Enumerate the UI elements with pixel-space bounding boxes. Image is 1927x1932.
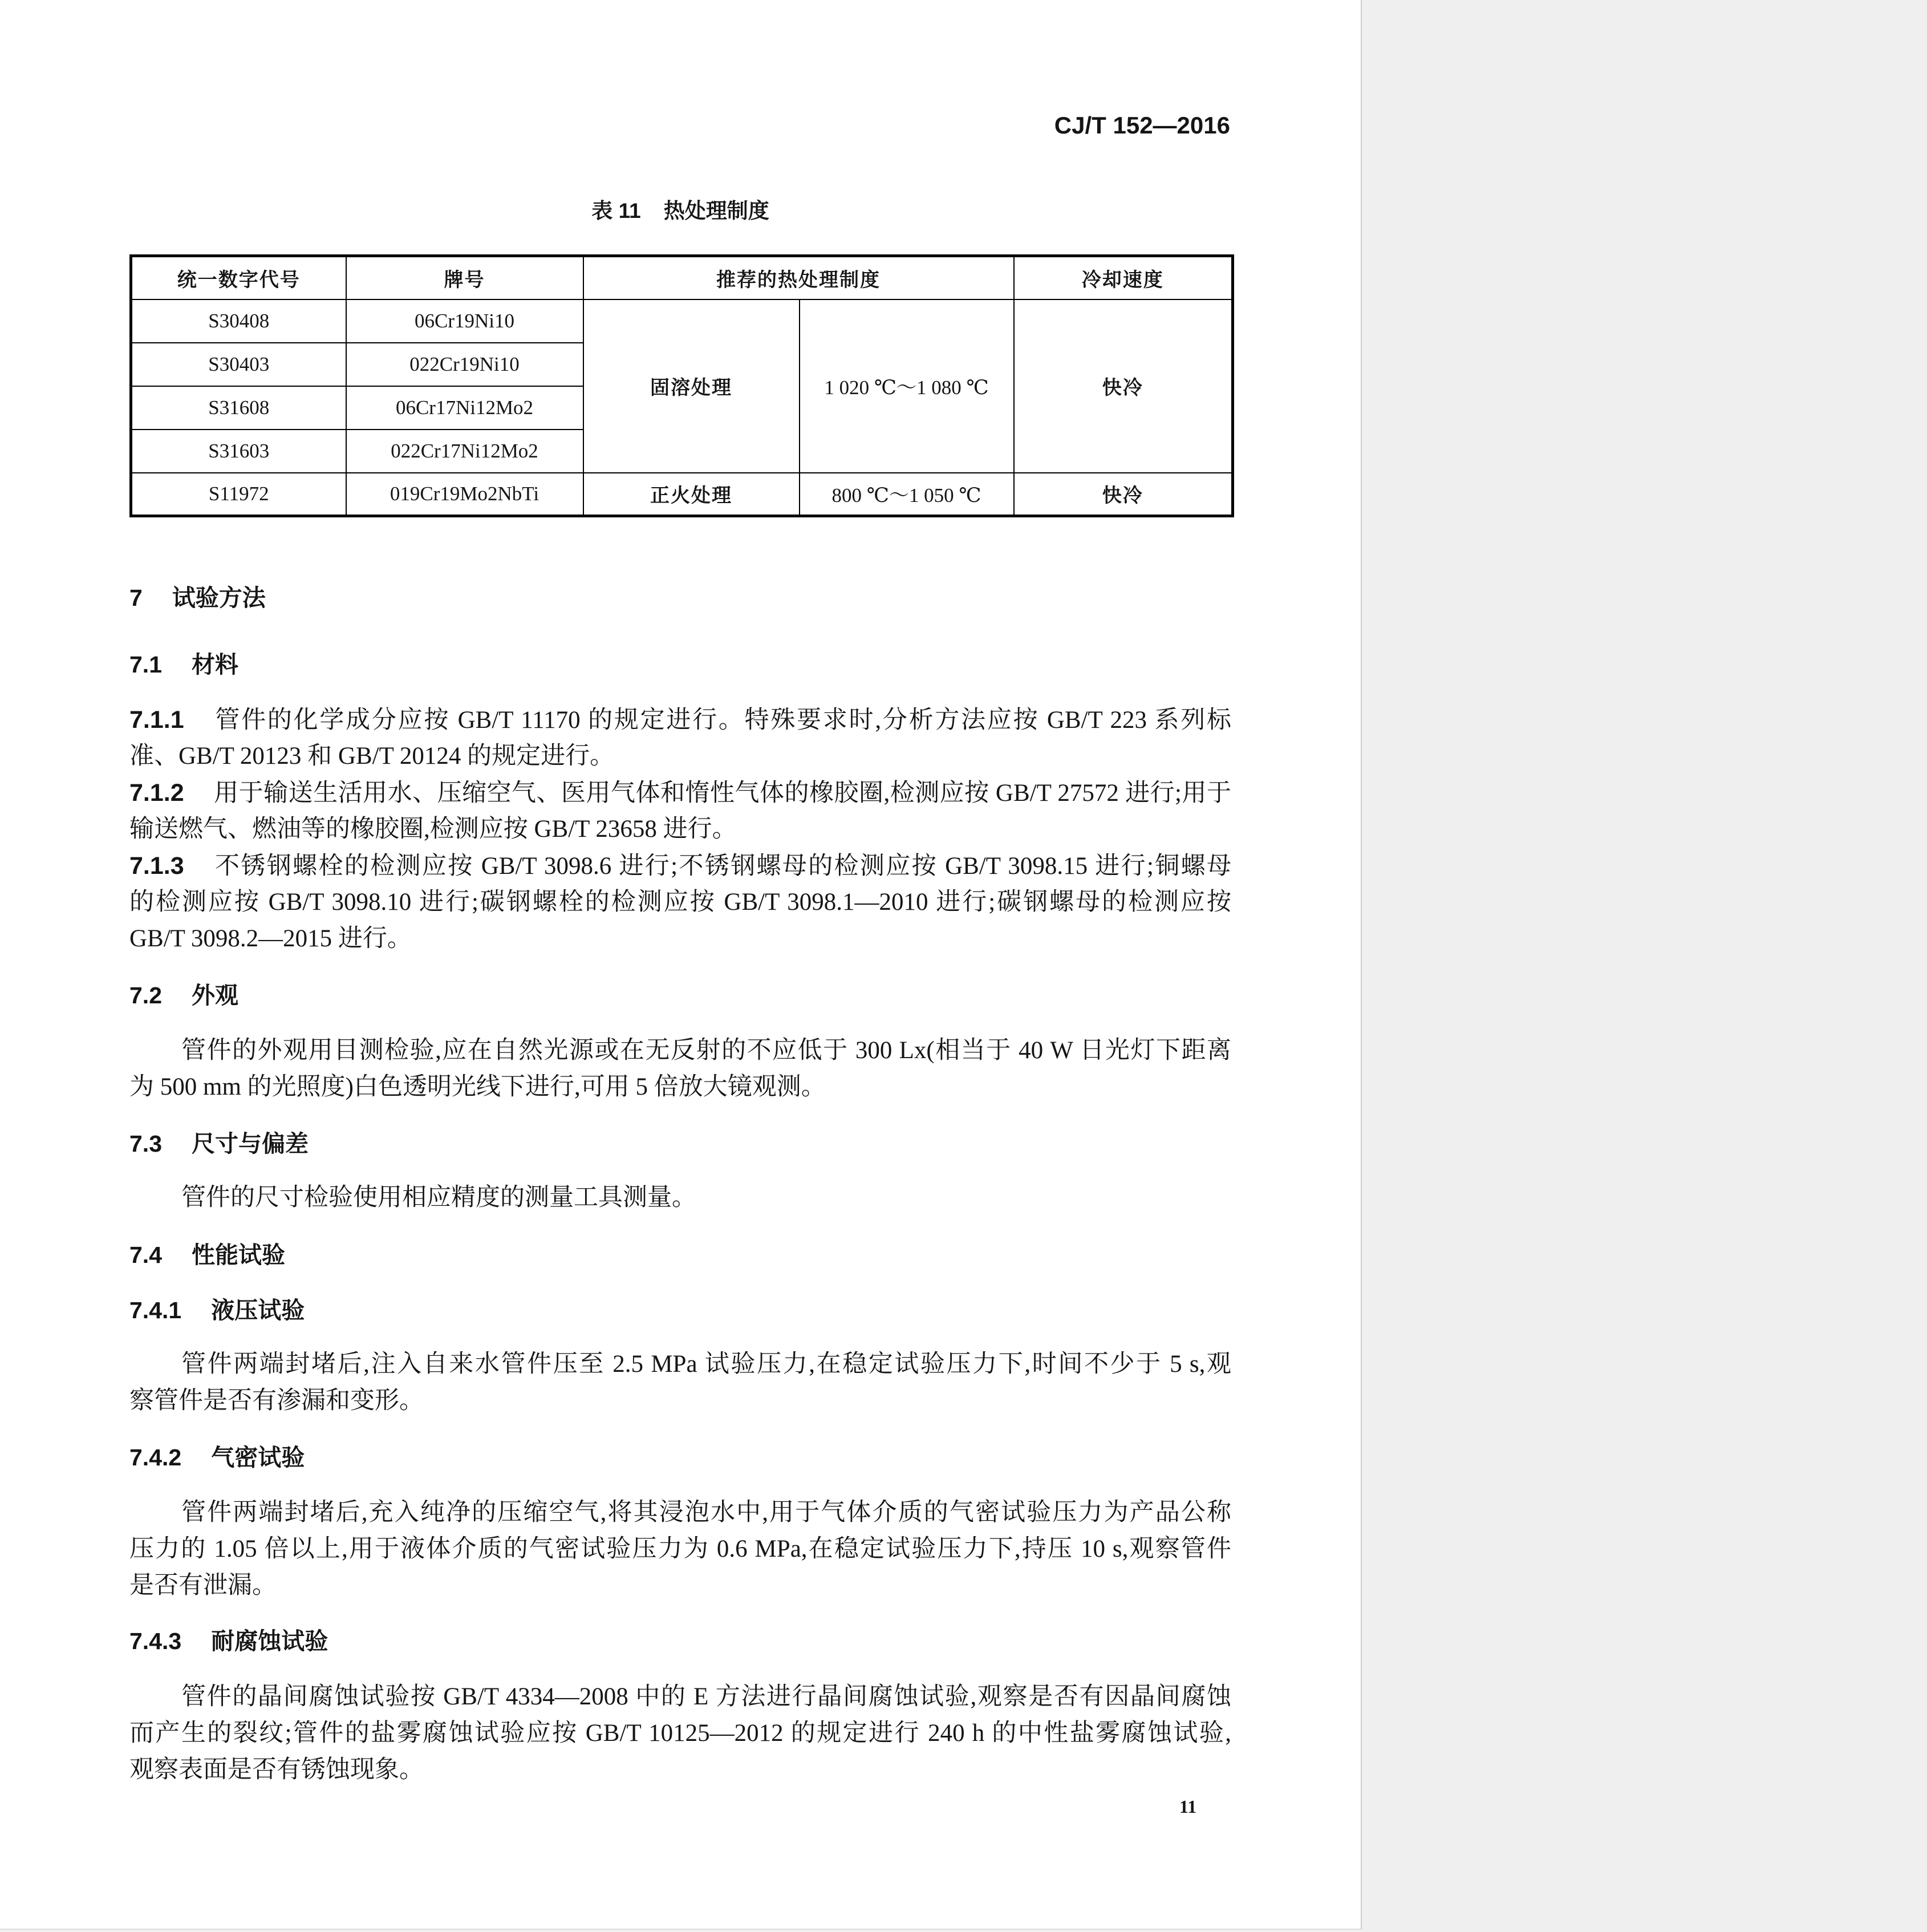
- cell-cooling-merged: 快冷: [1014, 299, 1233, 473]
- col-header-cooling-rate: 冷却速度: [1014, 256, 1233, 299]
- heat-treatment-table: [129, 254, 1234, 517]
- paragraph-line: 准、GB/T 20123 和 GB/T 20124 的规定进行。: [129, 743, 615, 769]
- section-heading-7-4-2: [129, 1439, 1231, 1476]
- section-heading-7-1: [129, 646, 1231, 683]
- section-number: 7: [129, 585, 143, 611]
- cell-cooling: 快冷: [1014, 473, 1233, 516]
- cell-treatment: 正火处理: [583, 473, 800, 516]
- table-row: [131, 473, 1233, 516]
- col-header-heat-treatment: 推荐的热处理制度: [583, 256, 1014, 299]
- paragraph-line: 的检测应按 GB/T 3098.10 进行;碳钢螺栓的检测应按 GB/T 3098.1—2010 进行;碳钢螺母的检测应按: [129, 889, 1231, 916]
- cell-grade: 019Cr19Mo2NbTi: [346, 473, 583, 516]
- paragraph-line: 察管件是否有渗漏和变形。: [129, 1387, 424, 1414]
- paragraph-line: 压力的 1.05 倍以上,用于液体介质的气密试验压力为 0.6 MPa,在稳定试验压力下,持压 10 s,观察管件: [129, 1536, 1231, 1562]
- section-title: 液压试验: [211, 1297, 305, 1323]
- paragraph-7-4-2: [129, 1494, 1231, 1604]
- cell-temperature-merged: 1 020 ℃～1 080 ℃: [800, 299, 1014, 473]
- paragraph-line: 是否有泄漏。: [129, 1572, 277, 1599]
- section-title: 性能试验: [192, 1242, 285, 1268]
- clause-number: 7.1.3: [129, 852, 184, 880]
- paragraph-7-4-3: [129, 1679, 1231, 1788]
- cell-code: S30408: [131, 299, 346, 343]
- cell-code: S11972: [131, 473, 346, 516]
- cell-grade: 06Cr19Ni10: [346, 299, 583, 343]
- section-heading-7: [129, 580, 1231, 616]
- section-heading-7-2: [129, 977, 1231, 1014]
- table-name: 热处理制度: [663, 199, 769, 222]
- section-title: 材料: [192, 651, 238, 678]
- cell-treatment-merged: 固溶处理: [583, 299, 800, 473]
- section-number: 7.2: [129, 982, 162, 1008]
- clause-7-1-3: [129, 848, 1231, 957]
- clause-7-1-1: [129, 702, 1231, 775]
- section-number: 7.4: [129, 1242, 162, 1268]
- standard-number: CJ/T 152—2016: [1054, 112, 1230, 139]
- section-title: 尺寸与偏差: [192, 1131, 309, 1157]
- clause-number: 7.1.1: [129, 706, 184, 734]
- paragraph-line: 而产生的裂纹;管件的盐雾腐蚀试验应按 GB/T 10125—2012 的规定进行 240 h 的中性盐雾腐蚀试验,: [129, 1720, 1231, 1747]
- paragraph-line: 输送燃气、燃油等的橡胶圈,检测应按 GB/T 23658 进行。: [129, 816, 737, 843]
- paragraph-line: GB/T 3098.2—2015 进行。: [129, 925, 412, 952]
- table-caption: [129, 197, 1231, 225]
- paragraph-7-3: [129, 1180, 1231, 1216]
- paragraph-line: 管件两端封堵后,充入纯净的压缩空气,将其浸泡水中,用于气体介质的气密试验压力为产品公称: [181, 1499, 1231, 1526]
- section-heading-7-3: [129, 1125, 1231, 1162]
- cell-code: S30403: [131, 343, 346, 386]
- section-title: 外观: [192, 982, 238, 1008]
- section-number: 7.4.2: [129, 1444, 182, 1471]
- clause-number: 7.1.2: [129, 779, 184, 807]
- section-number: 7.4.1: [129, 1297, 182, 1323]
- cell-code: S31603: [131, 430, 346, 473]
- section-number: 7.3: [129, 1131, 162, 1157]
- section-heading-7-4-1: [129, 1292, 1231, 1328]
- line-text: 不锈钢螺栓的检测应按 GB/T 3098.6 进行;不锈钢螺母的检测应按 GB/T 3098.15 进行;铜螺母: [213, 853, 1231, 880]
- table-row: [131, 299, 1233, 343]
- paragraph-line: [129, 848, 1231, 884]
- page-number: 11: [1179, 1796, 1197, 1817]
- paragraph-line: 管件的晶间腐蚀试验按 GB/T 4334—2008 中的 E 方法进行晶间腐蚀试验,观察是否有因晶间腐蚀: [181, 1683, 1231, 1710]
- paragraph-line: 为 500 mm 的光照度)白色透明光线下进行,可用 5 倍放大镜观测。: [129, 1074, 826, 1100]
- cell-code: S31608: [131, 386, 346, 430]
- section-heading-7-4-3: [129, 1623, 1231, 1659]
- paragraph-line: [129, 775, 1231, 811]
- section-title: 耐腐蚀试验: [211, 1628, 328, 1654]
- paragraph-line: 管件的外观用目测检验,应在自然光源或在无反射的不应低于 300 Lx(相当于 40 W 日光灯下距离: [181, 1037, 1231, 1064]
- section-heading-7-4: [129, 1237, 1231, 1273]
- clause-7-1-2: [129, 775, 1231, 848]
- section-title: 气密试验: [211, 1444, 305, 1471]
- paragraph-line: 管件两端封堵后,注入自来水管件压至 2.5 MPa 试验压力,在稳定试验压力下,时间不少于 5 s,观: [181, 1351, 1231, 1378]
- paragraph-7-2: [129, 1032, 1231, 1105]
- col-header-grade: 牌号: [346, 256, 583, 299]
- line-text: 管件的化学成分应按 GB/T 11170 的规定进行。特殊要求时,分析方法应按 GB/T 223 系列标: [213, 707, 1231, 734]
- paragraph-line: 管件的尺寸检验使用相应精度的测量工具测量。: [181, 1184, 696, 1211]
- section-number: 7.1: [129, 651, 162, 678]
- cell-grade: 06Cr17Ni12Mo2: [346, 386, 583, 430]
- table-header-row: [131, 256, 1233, 299]
- cell-grade: 022Cr19Ni10: [346, 343, 583, 386]
- section-number: 7.4.3: [129, 1628, 182, 1654]
- paragraph-line: [129, 702, 1231, 738]
- section-title: 试验方法: [172, 585, 266, 611]
- cell-temperature: 800 ℃～1 050 ℃: [800, 473, 1014, 516]
- line-text: 用于输送生活用水、压缩空气、医用气体和惰性气体的橡胶圈,检测应按 GB/T 27572 进行;用于: [213, 780, 1231, 807]
- table-label: 表 11: [591, 199, 641, 222]
- paragraph-line: 观察表面是否有锈蚀现象。: [129, 1756, 424, 1783]
- col-header-code: 统一数字代号: [131, 256, 346, 299]
- cell-grade: 022Cr17Ni12Mo2: [346, 430, 583, 473]
- paragraph-7-4-1: [129, 1346, 1231, 1419]
